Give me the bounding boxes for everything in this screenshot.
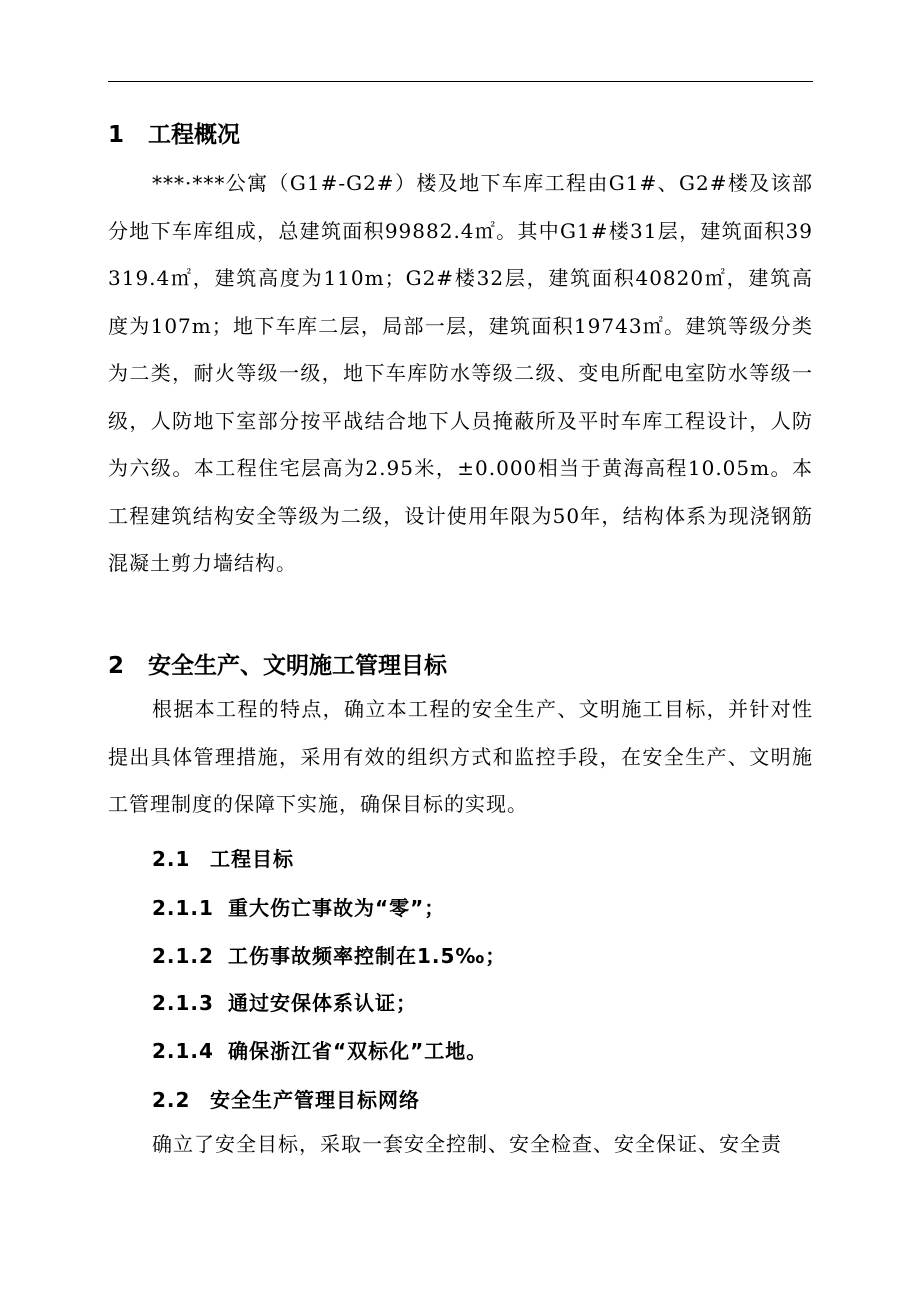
sub-item-2-1-2 — [152, 941, 506, 971]
sub-item-number: 2.1.4 — [152, 1039, 214, 1063]
section-2-paragraph: 根据本工程的特点，确立本工程的安全生产、文明施工目标，并针对性提出具体管理措施，采用有效的组织方式和监控手段，在安全生产、文明施工管理制度的保障下实施，确保目标的实现。 — [108, 697, 813, 816]
sub-item-text: 安全生产管理目标网络 — [210, 1088, 420, 1112]
sub-item-2-1-1 — [152, 893, 445, 923]
section-2-number: 2 — [108, 653, 125, 679]
sub-item-2-2 — [152, 1085, 420, 1115]
sub-item-2-1-3 — [152, 988, 417, 1018]
sub-item-text: 工伤事故频率控制在1.5‰； — [228, 944, 507, 968]
sub-item-text: 重大伤亡事故为“零”； — [228, 896, 446, 920]
header-rule — [108, 81, 813, 82]
sub-item-text: 工程目标 — [210, 847, 294, 871]
section-1-number: 1 — [108, 122, 125, 148]
sub-item-2-1-4 — [152, 1036, 487, 1066]
sub-item-number: 2.1.1 — [152, 896, 214, 920]
sub-item-2-1 — [152, 844, 294, 874]
sub-item-number: 2.1.3 — [152, 991, 214, 1015]
section-1-title: 工程概况 — [148, 122, 240, 148]
section-1-heading — [108, 120, 240, 150]
sub-item-number: 2.2 — [152, 1088, 191, 1112]
sub-item-number: 2.1 — [152, 847, 191, 871]
sub-item-text: 确保浙江省“双标化”工地。 — [228, 1039, 488, 1063]
section-1-paragraph: ***·***公寓（G1#-G2#）楼及地下车库工程由G1#、G2#楼及该部分地下车库组成，总建筑面积99882.4㎡。其中G1#楼31层，建筑面积39319.4㎡，建筑高度为110m；G2#楼32层，建筑面积40820㎡，建筑高度为107m；地下车库二层，局部一层，建筑面积19743㎡。建筑等级分类为二类，耐火等级一级，地下车库防水等级二级、变电所配电室防水等级一级，人防地下室部分按平战结合地下人员掩蔽所及平时车库工程设计，人防为六级。本工程住宅层高为2.95米，±0.000相当于黄海高程10.05m。本工程建筑结构安全等级为二级，设计使用年限为50年，结构体系为现浇钢筋混凝土剪力墙结构。 — [108, 171, 813, 575]
sub-item-text: 通过安保体系认证； — [228, 991, 417, 1015]
sub-item-number: 2.1.2 — [152, 944, 214, 968]
section-2-2-paragraph: 确立了安全目标，采取一套安全控制、安全检查、安全保证、安全责 — [152, 1132, 782, 1156]
section-2-title: 安全生产、文明施工管理目标 — [148, 653, 447, 679]
section-2-heading — [108, 651, 447, 681]
